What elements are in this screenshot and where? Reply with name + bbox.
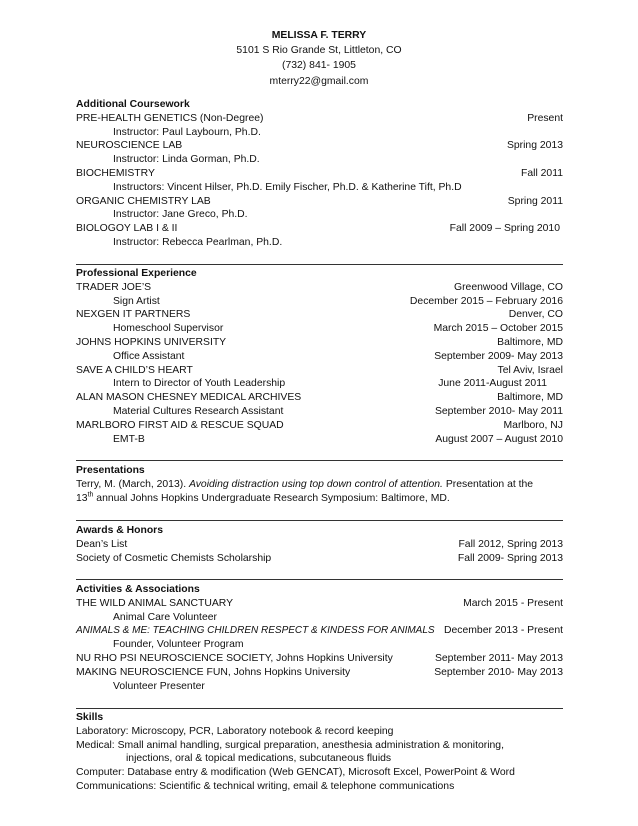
job-dates: September 2009- May 2013 <box>434 350 563 362</box>
job-location: Greenwood Village, CO <box>454 281 563 293</box>
experience-section <box>76 267 563 446</box>
section-divider <box>76 460 563 461</box>
job-location: Baltimore, MD <box>497 392 563 404</box>
award-name: Dean’s List <box>76 538 128 550</box>
course-title: BIOCHEMISTRY <box>76 167 155 179</box>
course-item <box>76 222 563 236</box>
activities-heading: Activities & Associations <box>76 584 200 595</box>
candidate-name: MELISSA F. TERRY <box>271 30 367 41</box>
job-dates: August 2007 – August 2010 <box>435 433 563 445</box>
section-divider <box>76 264 563 265</box>
activity-item <box>76 624 563 638</box>
job-item <box>76 281 563 295</box>
job-item <box>76 364 563 378</box>
course-item <box>76 167 563 181</box>
candidate-address: 5101 S Rio Grande St, Littleton, CO <box>236 45 402 57</box>
job-item <box>76 419 563 433</box>
course-instructor: Instructor: Jane Greco, Ph.D. <box>113 209 248 221</box>
presentations-section <box>76 464 563 505</box>
job-role: Intern to Director of Youth Leadership <box>113 378 286 390</box>
award-date: Fall 2009- Spring 2013 <box>457 552 563 564</box>
job-org: ALAN MASON CHESNEY MEDICAL ARCHIVES <box>76 392 302 404</box>
job-role: Material Cultures Research Assistant <box>113 405 284 417</box>
skills-medical: Medical: Small animal handling, surgical preparation, anesthesia administration & monitoring, <box>76 739 504 751</box>
activity-role: Founder, Volunteer Program <box>113 639 244 651</box>
activity-date: September 2010- May 2013 <box>434 666 563 678</box>
activity-date: March 2015 - Present <box>463 597 563 609</box>
activity-name: MAKING NEUROSCIENCE FUN, Johns Hopkins University <box>76 666 351 678</box>
activity-role: Volunteer Presenter <box>113 680 205 692</box>
course-date: Present <box>527 112 563 124</box>
course-title: BIOLOGOY LAB I & II <box>76 223 178 235</box>
presentations-heading: Presentations <box>76 465 145 476</box>
course-date: Fall 2011 <box>521 167 563 179</box>
course-title: NEUROSCIENCE LAB <box>76 140 183 152</box>
citation-title: Avoiding distraction using top down control of attention. <box>188 478 443 490</box>
citation-author: Terry, M. (March, 2013). <box>76 478 189 490</box>
job-org: MARLBORO FIRST AID & RESCUE SQUAD <box>76 419 284 431</box>
awards-heading: Awards & Honors <box>76 525 163 536</box>
skills-communications: Communications: Scientific & technical writing, email & telephone communications <box>76 780 455 792</box>
activity-item <box>76 597 563 611</box>
award-item <box>76 552 563 566</box>
job-role: Homeschool Supervisor <box>113 323 224 335</box>
citation-venue-start: Presentation at the <box>442 478 534 490</box>
presentation-citation-line2 <box>76 492 563 506</box>
course-date: Fall 2009 – Spring 2010 <box>449 223 560 235</box>
course-instructor: Instructor: Rebecca Pearlman, Ph.D. <box>113 236 283 248</box>
course-title: ORGANIC CHEMISTRY LAB <box>76 195 211 207</box>
course-date: Spring 2013 <box>506 140 563 152</box>
job-org: SAVE A CHILD’S HEART <box>76 364 193 376</box>
activity-role: Animal Care Volunteer <box>113 611 217 623</box>
award-name: Society of Cosmetic Chemists Scholarship <box>76 552 272 564</box>
skills-section <box>76 711 563 794</box>
citation-ordinal-suffix: th <box>87 491 94 499</box>
activity-date: September 2011- May 2013 <box>434 652 563 664</box>
section-divider <box>76 520 563 521</box>
award-date: Fall 2012, Spring 2013 <box>458 538 563 550</box>
coursework-section <box>76 98 563 250</box>
skills-heading: Skills <box>76 712 104 723</box>
course-item <box>76 195 563 209</box>
candidate-phone: (732) 841- 1905 <box>282 60 356 72</box>
activity-name: THE WILD ANIMAL SANCTUARY <box>76 597 234 609</box>
job-item <box>76 391 563 405</box>
activity-item <box>76 666 563 680</box>
job-org: NEXGEN IT PARTNERS <box>76 309 191 321</box>
job-location: Denver, CO <box>508 309 563 321</box>
skills-medical-continued: injections, oral & topical medications, subcutaneous fluids <box>126 753 392 765</box>
citation-venue: annual Johns Hopkins Undergraduate Research Symposium: Baltimore, MD. <box>93 492 450 504</box>
job-role: Sign Artist <box>113 295 160 307</box>
course-item <box>76 139 563 153</box>
job-dates: March 2015 – October 2015 <box>433 323 563 335</box>
skills-computer: Computer: Database entry & modification (Web GENCAT), Microsoft Excel, PowerPoint & Word <box>76 767 515 779</box>
citation-ordinal: 13 <box>76 492 88 504</box>
course-item <box>76 112 563 126</box>
job-dates: June 2011-August 2011 <box>438 378 547 390</box>
job-item <box>76 308 563 322</box>
skills-laboratory: Laboratory: Microscopy, PCR, Laboratory notebook & record keeping <box>76 725 394 737</box>
activity-name: NU RHO PSI NEUROSCIENCE SOCIETY, Johns Hopkins University <box>76 652 393 664</box>
job-org: JOHNS HOPKINS UNIVERSITY <box>76 336 227 348</box>
coursework-heading: Additional Coursework <box>76 99 190 110</box>
activity-item <box>76 652 563 666</box>
candidate-email: mterry22@gmail.com <box>269 75 369 87</box>
award-item <box>76 538 563 552</box>
activities-section <box>76 583 563 693</box>
section-divider <box>76 579 563 580</box>
job-org: TRADER JOE’S <box>76 281 152 293</box>
presentation-citation-line1 <box>76 478 563 492</box>
job-location: Marlboro, NJ <box>503 419 563 431</box>
job-dates: December 2015 – February 2016 <box>409 295 563 307</box>
job-role: EMT-B <box>113 433 145 445</box>
course-instructor: Instructors: Vincent Hilser, Ph.D. Emily Fischer, Ph.D. & Katherine Tift, Ph.D <box>113 181 462 193</box>
course-instructor: Instructor: Paul Laybourn, Ph.D. <box>113 126 261 138</box>
course-instructor: Instructor: Linda Gorman, Ph.D. <box>113 154 260 166</box>
course-date: Spring 2011 <box>507 195 563 207</box>
job-location: Baltimore, MD <box>497 336 563 348</box>
experience-heading: Professional Experience <box>76 268 197 279</box>
activity-date: December 2013 - Present <box>444 625 563 637</box>
job-location: Tel Aviv, Israel <box>497 364 563 376</box>
section-divider <box>76 708 563 709</box>
resume-header <box>0 28 638 89</box>
activity-name: ANIMALS & ME: TEACHING CHILDREN RESPECT & KINDESS FOR ANIMALS <box>76 625 435 637</box>
course-title: PRE-HEALTH GENETICS (Non-Degree) <box>76 112 264 124</box>
job-dates: September 2010- May 2011 <box>434 405 563 417</box>
awards-section <box>76 524 563 565</box>
job-role: Office Assistant <box>113 350 185 362</box>
job-item <box>76 336 563 350</box>
